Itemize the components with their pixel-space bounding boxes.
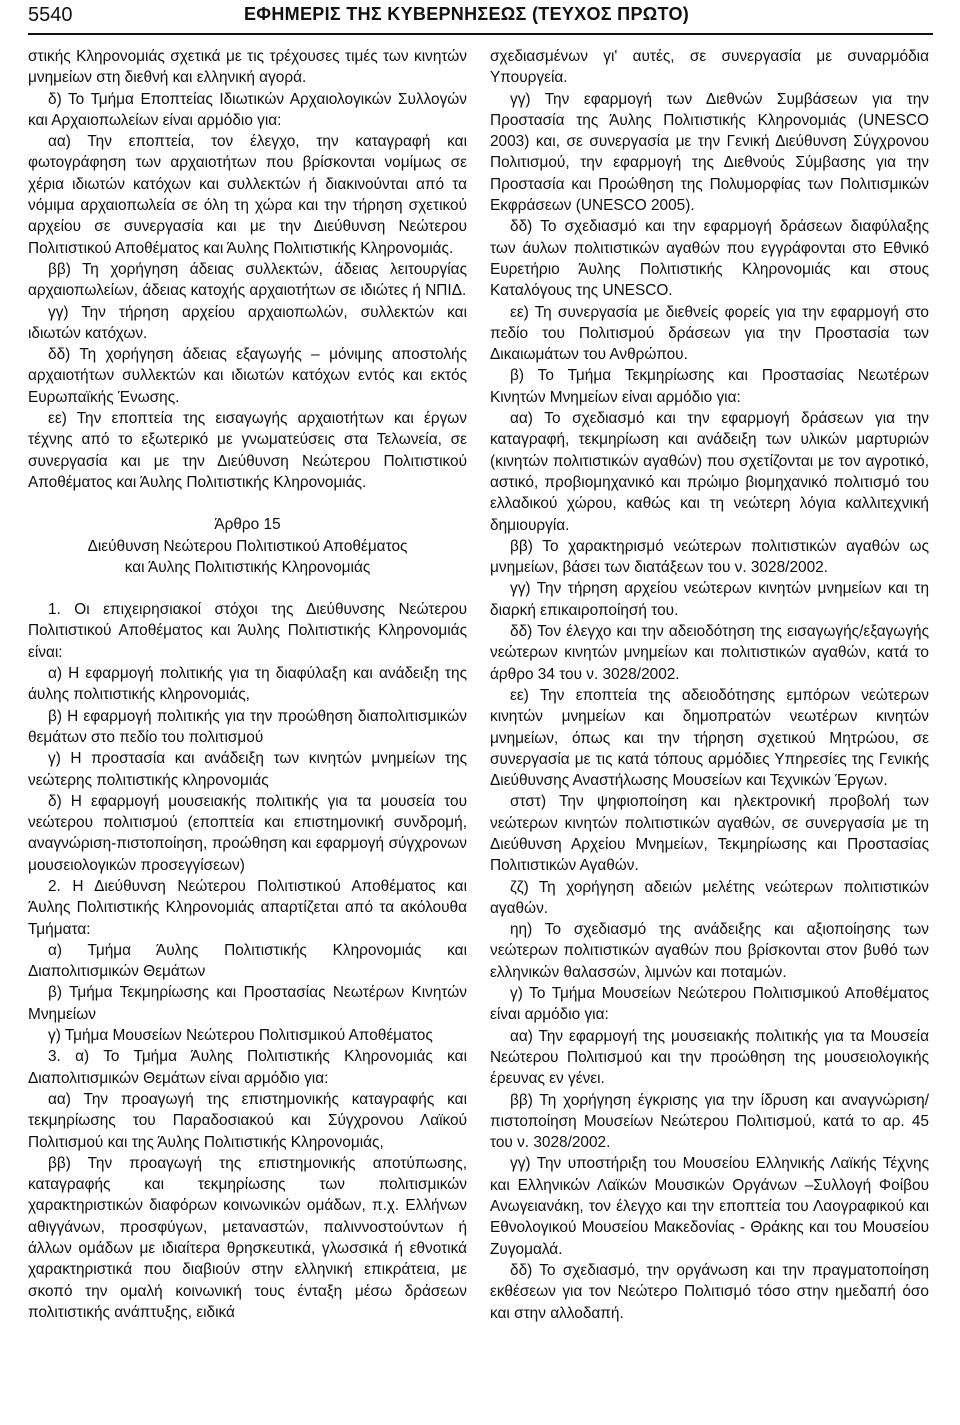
paragraph: σχεδιασμένων γι' αυτές, σε συνεργασία με συναρμόδια Υπουργεία. bbox=[490, 48, 929, 87]
header-rule bbox=[28, 33, 933, 35]
page-header bbox=[0, 0, 960, 40]
paragraph: γγ) Την τήρηση αρχείου αρχαιοπωλών, συλλεκτών και ιδιωτών κατόχων. bbox=[28, 303, 467, 342]
paragraph: αα) Την προαγωγή της επιστημονικής καταγραφής και τεκμηρίωσης του Παραδοσιακού και Σύγχρονου Λαϊκού Πολιτισμού και της Άυλης Πολιτιστικής Κληρονομιάς, bbox=[28, 1090, 467, 1151]
paragraph: γ) Το Τμήμα Μουσείων Νεώτερου Πολιτισμικού Αποθέματος είναι αρμόδιο για: bbox=[490, 985, 929, 1024]
paragraph: στστ) Την ψηφιοποίηση και ηλεκτρονική προβολή των νεώτερων κινητών πολιτιστικών αγαθών, σε συνεργασία με τη Διεύθυνση Αρχείου Μνημείων, Τεκμηρίωσης και Προστασίας Πολιτιστικών Αγαθών. bbox=[490, 793, 929, 875]
paragraph: 2. Η Διεύθυνση Νεώτερου Πολιτιστικού Αποθέματος και Άυλης Πολιτιστικής Κληρονομιάς απαρτίζεται από τα ακόλουθα Τμήματα: bbox=[28, 877, 467, 938]
paragraph: δ) Το Τμήμα Εποπτείας Ιδιωτικών Αρχαιολογικών Συλλογών και Αρχαιοπωλείων είναι αρμόδιο για: bbox=[28, 90, 467, 129]
paragraph: 3. α) Το Τμήμα Άυλης Πολιτιστικής Κληρονομιάς και Διαπολιτισμικών Θεμάτων είναι αρμόδιο για: bbox=[28, 1048, 467, 1087]
paragraph: εε) Την εποπτεία της εισαγωγής αρχαιοτήτων και έργων τέχνης από το εξωτερικό με γνωματεύσεις στα Τελωνεία, σε συνεργασία και με την Διεύθυνση Νεώτερου Πολιτιστικού Αποθέματος και Άυλης Πολιτιστικής Κληρονομιάς. bbox=[28, 410, 467, 491]
paragraph: ββ) Τη χορήγηση έγκρισης για την ίδρυση και αναγνώριση/πιστοποίηση Μουσείων Νεώτερου Πολιτισμού, κατά το αρ. 45 του ν. 3028/2002. bbox=[490, 1091, 929, 1152]
paragraph: ζζ) Τη χορήγηση αδειών μελέτης νεώτερων πολιτιστικών αγαθών. bbox=[490, 878, 929, 917]
paragraph: γ) Τμήμα Μουσείων Νεώτερου Πολιτισμικού Αποθέματος bbox=[48, 1027, 433, 1045]
paragraph: ββ) Τη χορήγηση άδειας συλλεκτών, άδειας λειτουργίας αρχαιοπωλείων, άδειας κατοχής αρχαιοτήτων σε ιδιώτες ή ΝΠΙΔ. bbox=[28, 260, 467, 300]
paragraph: εε) Την εποπτεία της αδειοδότησης εμπόρων νεώτερων κινητών μνημείων και δημοπρατών νεωτέρων κινητών μνημείων, όπως και την τήρηση σχετικού Μητρώου, σε συνεργασία με τις κατά τόπους αρμόδιες Υπηρεσίες της Γενικής Διεύθυνσης Αναστήλωσης Μουσείων και Τεχνικών Έργων. bbox=[490, 686, 929, 790]
paragraph: δδ) Τη χορήγηση άδειας εξαγωγής – μόνιμης αποστολής αρχαιοτήτων συλλεκτών και ιδιωτών κατόχων εντός και εκτός Ευρωπαϊκής Ένωσης. bbox=[28, 346, 467, 406]
article-title: Διεύθυνση Νεώτερου Πολιτιστικού Αποθέματος bbox=[87, 537, 408, 555]
article-title: και Άυλης Πολιτιστικής Κληρονομιάς bbox=[124, 558, 371, 576]
paragraph: δ) Η εφαρμογή μουσειακής πολιτικής για τα μουσεία του νεώτερου πολιτισμού (εποπτεία και επιστημονική συνδρομή, αναγνώριση-πιστοποίηση, προώθηση και εφαρμογή σύγχρονων μουσειολογικών προσεγγίσεων) bbox=[28, 792, 467, 874]
left-column bbox=[28, 46, 467, 1323]
paragraph: 1. Οι επιχειρησιακοί στόχοι της Διεύθυνσης Νεώτερου Πολιτιστικού Αποθέματος και Άυλης Πολιτιστικής Κληρονομιάς είναι: bbox=[28, 601, 467, 661]
paragraph: αα) Την εποπτεία, τον έλεγχο, την καταγραφή και φωτογράφηση των αρχαιοτήτων που βρίσκονται νομίμως σε χέρια ιδιωτών κατόχων και συλλεκτών ή διακινούνται από τα νόμιμα αρχαιοπωλεία σε όλη τη χώρα και την τήρηση σχετικού αρχείου σε συνεργασία και με την Διεύθυνση Νεώτερου Πολιτιστικού Αποθέματος και Άυλης Πολιτιστικής Κληρονομιάς. bbox=[28, 133, 467, 257]
paragraph: αα) Το σχεδιασμό και την εφαρμογή δράσεων για την καταγραφή, τεκμηρίωση και ανάδειξη των υλικών μαρτυριών (κινητών πολιτιστικών αγαθών) που σχετίζονται με τον αγροτικό, αστικό, προβιομηχανικό και πρώιμο βιομηχανικό πολιτισμό του ελλαδικού χώρου, καθώς και τη νεώτερη λόγια καλλιτεχνική δημιουργία. bbox=[490, 410, 929, 534]
paragraph: β) Η εφαρμογή πολιτικής για την προώθηση διαπολιτισμικών θεμάτων στο πεδίο του πολιτισμού bbox=[28, 707, 467, 746]
paragraph: ββ) Το χαρακτηρισμό νεώτερων πολιτιστικών αγαθών ως μνημείων, βάσει των διατάξεων του ν. 3028/2002. bbox=[490, 537, 929, 577]
page-number: 5540 bbox=[28, 4, 73, 26]
paragraph: αα) Την εφαρμογή της μουσειακής πολιτικής για τα Μουσεία Νεώτερου Πολιτισμού και την προώθηση της μουσειολογικής έρευνας εν γένει. bbox=[490, 1027, 929, 1088]
paragraph: δδ) Το σχεδιασμό, την οργάνωση και την πραγματοποίηση εκθέσεων για τον Νεώτερο Πολιτισμό τόσο στην ημεδαπή όσο και στην αλλοδαπή. bbox=[490, 1261, 929, 1322]
paragraph: στικής Κληρονομιάς σχετικά με τις τρέχουσες τιμές των κινητών μνημείων στη διεθνή και ελληνική αγορά. bbox=[28, 48, 467, 87]
paragraph: γγ) Την υποστήριξη του Μουσείου Ελληνικής Λαϊκής Τέχνης και Ελληνικών Λαϊκών Μουσικών Οργάνων –Συλλογή Φοίβου Ανωγειανάκη, τον έλεγχο και την εποπτεία του Λαογραφικού και Εθνολογικού Μουσείου Μακεδονίας - Θράκης και του Μουσείου Ζυγομαλά. bbox=[490, 1155, 929, 1258]
paragraph: β) Τμήμα Τεκμηρίωσης και Προστασίας Νεωτέρων Κινητών Μνημείων bbox=[28, 984, 467, 1023]
paragraph: β) Το Τμήμα Τεκμηρίωσης και Προστασίας Νεωτέρων Κινητών Μνημείων είναι αρμόδιο για: bbox=[490, 367, 929, 406]
paragraph: δδ) Το σχεδιασμό και την εφαρμογή δράσεων διαφύλαξης των άυλων πολιτιστικών αγαθών που εγγράφονται στο Εθνικό Ευρετήριο Άυλης Πολιτιστικής Κληρονομιάς και στους Καταλόγους της UNESCO. bbox=[490, 218, 929, 300]
right-column bbox=[490, 46, 929, 1324]
paragraph: α) Η εφαρμογή πολιτικής για τη διαφύλαξη και ανάδειξη της άυλης πολιτιστικής κληρονομιάς, bbox=[28, 665, 467, 704]
article-heading: Άρθρο 15 bbox=[214, 516, 281, 534]
paragraph: γ) Η προστασία και ανάδειξη των κινητών μνημείων της νεώτερης πολιτιστικής κληρονομιάς bbox=[28, 750, 467, 789]
paragraph: δδ) Τον έλεγχο και την αδειοδότηση της εισαγωγής/εξαγωγής νεώτερων κινητών μνημείων και πολιτιστικών αγαθών, κατά το άρθρο 34 του ν. 3028/2002. bbox=[490, 623, 929, 683]
paragraph: ηη) Το σχεδιασμό της ανάδειξης και αξιοποίησης των νεώτερων πολιτιστικών αγαθών που βρίσκονται στον βυθό των ελληνικών θαλασσών, λιμνών και ποταμών. bbox=[490, 921, 929, 981]
paragraph: εε) Τη συνεργασία με διεθνείς φορείς για την εφαρμογή στο πεδίο του Πολιτισμού δράσεων για την Προστασία των Δικαιωμάτων του Ανθρώπου. bbox=[490, 303, 929, 364]
gazette-title: ΕΦΗΜΕΡΙΣ ΤΗΣ ΚΥΒΕΡΝΗΣΕΩΣ (ΤΕΥΧΟΣ ΠΡΩΤΟ) bbox=[244, 4, 690, 24]
paragraph: γγ) Την τήρηση αρχείου νεώτερων κινητών μνημείων και τη διαρκή επικαιροποίησή του. bbox=[490, 580, 929, 619]
paragraph: α) Τμήμα Άυλης Πολιτιστικής Κληρονομιάς και Διαπολιτισμικών Θεμάτων bbox=[28, 941, 467, 981]
paragraph: ββ) Την προαγωγή της επιστημονικής αποτύπωσης, καταγραφής και τεκμηρίωσης των πολιτισμικών χαρακτηριστικών διαφόρων κοινωνικών ομάδων, π.χ. Ελλήνων αθιγγάνων, προσφύγων, μεταναστών, παλιννοστούντων ή άλλων ομάδων με ιδιαίτερα θρησκευτικά, γλωσσικά ή εθνοτικά χαρακτηριστικά που διαβιούν στην ελληνική επικράτεια, με σκοπό την ομαλή κοινωνική τους ένταξη μέσω δράσεων πολιτιστικής ανάπτυξης, ειδικά bbox=[28, 1154, 467, 1321]
paragraph: γγ) Την εφαρμογή των Διεθνών Συμβάσεων για την Προστασία της Άυλης Πολιτιστικής Κληρονομιάς (UNESCO 2003) και, σε συνεργασία με την Γενική Διεύθυνση Σύγχρονου Πολιτισμού, την εφαρμογή της Διεθνούς Σύμβασης για την Προστασία και Προώθηση της Πολυμορφίας των Πολιτισμικών Εκφράσεων (UNESCO 2005). bbox=[490, 90, 929, 215]
